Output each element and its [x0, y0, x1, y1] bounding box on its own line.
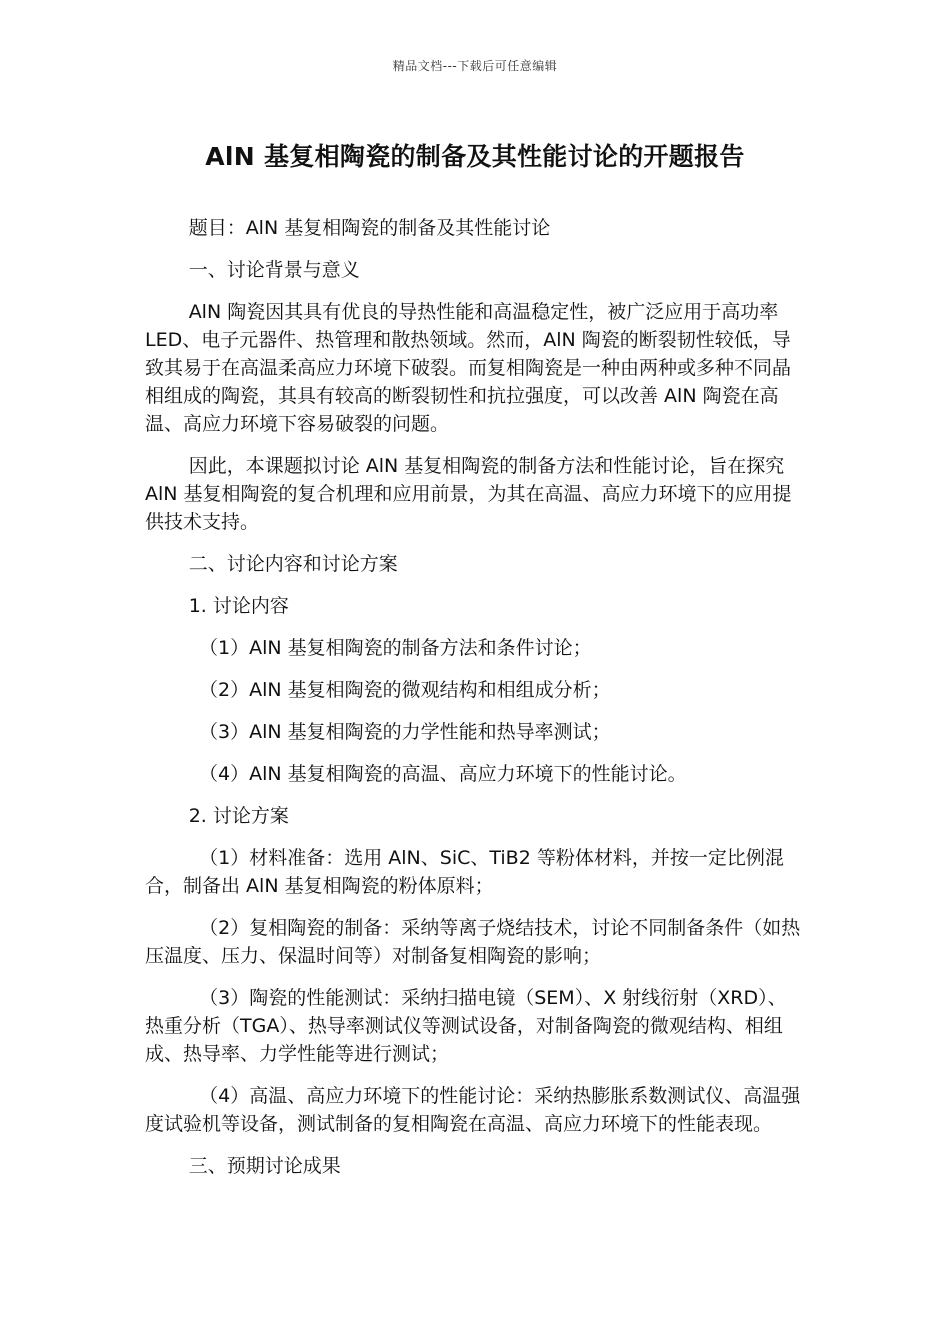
section-heading-content-plan: 二、讨论内容和讨论方案 [188, 553, 398, 575]
section-heading-background: 一、讨论背景与意义 [188, 259, 360, 281]
plan-item-3: （3）陶瓷的性能测试：采纳扫描电镜（SEM）、X 射线衍射（XRD）、热重分析（TGA）、热导率测试仪等测试设备，对制备陶瓷的微观结构、相组成、热导率、力学性能等进行测试； [145, 987, 787, 1065]
background-paragraph-2: 因此，本课题拟讨论 AlN 基复相陶瓷的制备方法和性能讨论，旨在探究 AlN 基复相陶瓷的复合机理和应用前景，为其在高温、高应力环境下的应用提供技术支持。 [145, 455, 792, 533]
document-title: AlN 基复相陶瓷的制备及其性能讨论的开题报告 [205, 142, 745, 171]
content-item-1: （1）AlN 基复相陶瓷的制备方法和条件讨论； [199, 637, 592, 659]
plan-item-1: （1）材料准备：选用 AlN、SiC、TiB2 等粉体材料，并按一定比例混合，制备出 AlN 基复相陶瓷的粉体原料； [145, 847, 784, 897]
content-item-3: （3）AlN 基复相陶瓷的力学性能和热导率测试； [199, 721, 611, 743]
subheading-content: 1. 讨论内容 [188, 595, 289, 617]
document-body [145, 214, 805, 1194]
plan-item-4: （4）高温、高应力环境下的性能讨论：采纳热膨胀系数测试仪、高温强度试验机等设备，测试制备的复相陶瓷在高温、高应力环境下的性能表现。 [145, 1085, 801, 1135]
header-note: 精品文档---下载后可任意编辑 [392, 59, 558, 73]
background-paragraph-1: AlN 陶瓷因其具有优良的导热性能和高温稳定性，被广泛应用于高功率 LED、电子元器件、热管理和散热领域。然而，AlN 陶瓷的断裂韧性较低，导致其易于在高温柔高应力环境下破裂。而复相陶瓷是一种由两种或多种不同晶相组成的陶瓷，其具有较高的断裂韧性和抗拉强度，可以改善 AlN 陶瓷在高温、高应力环境下容易破裂的问题。 [145, 301, 792, 435]
topic-line: 题目：AlN 基复相陶瓷的制备及其性能讨论 [188, 217, 551, 239]
section-heading-expected-results: 三、预期讨论成果 [188, 1155, 341, 1177]
plan-item-2: （2）复相陶瓷的制备：采纳等离子烧结技术，讨论不同制备条件（如热压温度、压力、保温时间等）对制备复相陶瓷的影响； [145, 917, 801, 967]
content-item-4: （4）AlN 基复相陶瓷的高温、高应力环境下的性能讨论。 [199, 763, 687, 785]
content-item-2: （2）AlN 基复相陶瓷的微观结构和相组成分析； [199, 679, 611, 701]
subheading-plan: 2. 讨论方案 [188, 805, 289, 827]
